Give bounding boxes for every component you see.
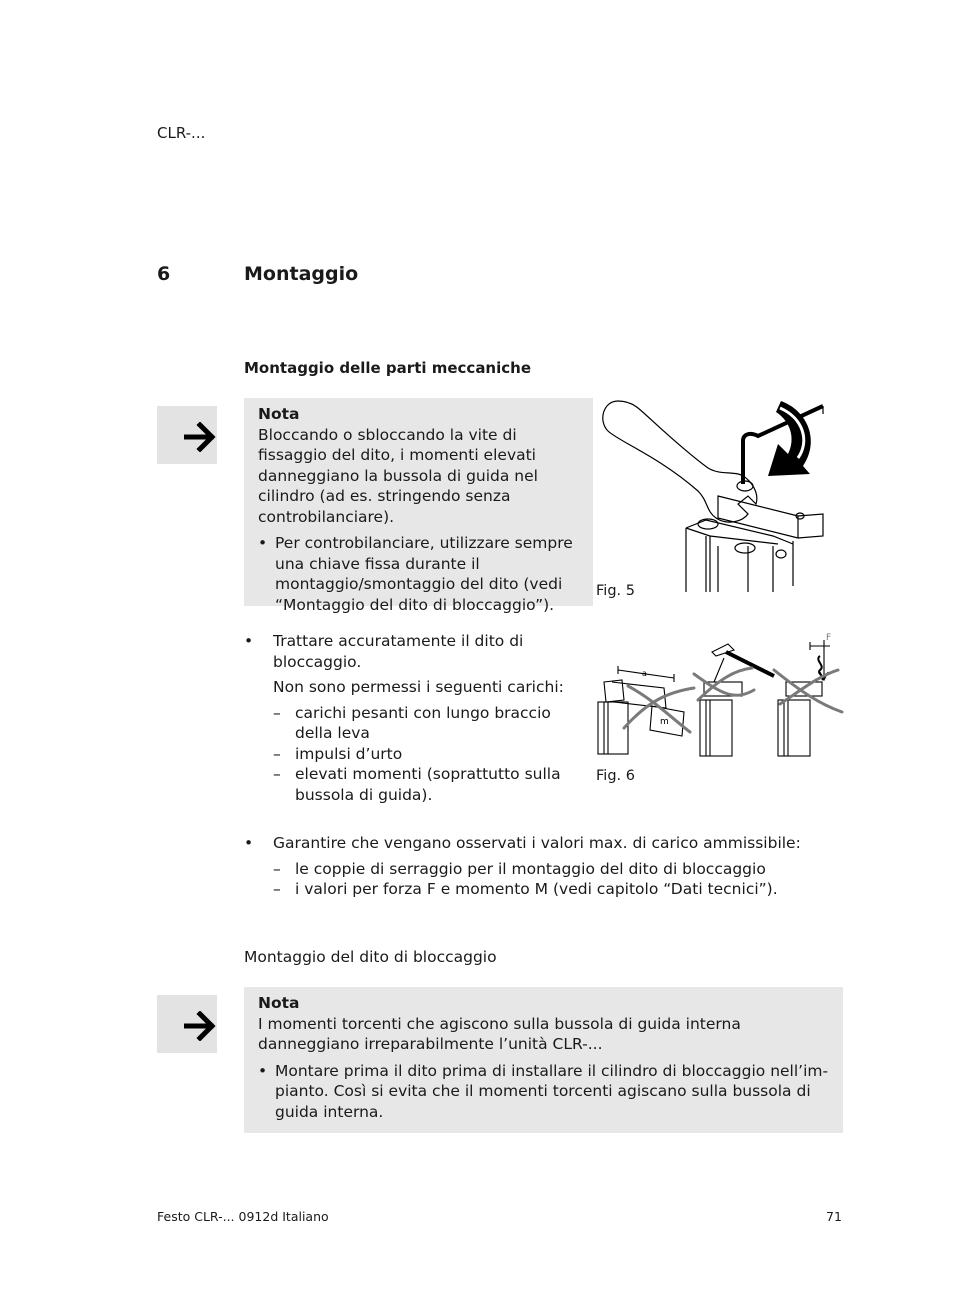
load-item: – elevati momenti (soprattutto sulla bussola di guida). — [273, 764, 584, 805]
section-number: 6 — [157, 263, 171, 285]
mechanical-assembly-heading: Montaggio delle parti meccaniche — [244, 359, 531, 377]
list-item-text: Garantire che vengano osservati i valori max. di carico ammissibile: — [273, 834, 801, 852]
note-list — [258, 533, 583, 615]
limits-sublist — [273, 859, 844, 900]
bullet-dot: • — [244, 632, 254, 650]
document-id: CLR-... — [157, 124, 206, 142]
bullet-dot: • — [244, 834, 254, 852]
load-list — [273, 703, 584, 806]
lever-length-label: a — [642, 669, 647, 678]
note-arrow-box — [157, 995, 217, 1053]
load-illustration — [594, 630, 844, 760]
limit-item: – le coppie di serraggio per il montaggio del dito di bloccaggio — [273, 859, 844, 880]
figure-6-label: Fig. 6 — [596, 768, 635, 784]
force-label: F — [826, 633, 832, 643]
note-list — [258, 1061, 833, 1123]
limits-list — [244, 833, 844, 900]
footer-doc-info: Festo CLR-... 0912d Italiano — [157, 1209, 329, 1224]
note-title: Nota — [258, 405, 300, 423]
note-arrow-box — [157, 406, 217, 464]
wrench-illustration — [598, 396, 830, 592]
note-box — [244, 398, 593, 614]
limit-item: – i valori per forza F e momento M (vedi capitolo “Dati tecnici”). — [273, 879, 844, 900]
finger-mounting-heading: Montaggio del dito di bloccaggio — [244, 948, 497, 966]
note-bullet: • Montare prima il dito prima di installare il cilindro di bloccaggio nell’impianto. Così si evita che il momenti torcenti agiscano sulla bussola di guida interna. — [258, 1061, 833, 1123]
page-number: 71 — [826, 1209, 842, 1224]
load-item: – carichi pesanti con lungo braccio della leva — [273, 703, 584, 744]
note-box — [244, 987, 843, 1133]
note-text: Bloccando o sbloccando la vite di fissaggio del dito, i momenti elevati danneggiano la bussola di guida nel cilindro (ad es. stringendo senza controbilanciare). — [258, 425, 538, 526]
arrow-right-icon — [184, 1011, 216, 1041]
mass-label: m — [660, 717, 669, 727]
list-item-text: Trattare accuratamente il dito di bloccaggio. — [273, 632, 524, 671]
list-item — [244, 833, 844, 900]
section-title: Montaggio — [244, 263, 359, 285]
list-subtext: Non sono permessi i seguenti carichi: — [273, 678, 564, 696]
note-title: Nota — [258, 994, 300, 1012]
note-text: I momenti torcenti che agiscono sulla bussola di guida interna danneggiano irreparabilmente l’unità CLR-... — [258, 1014, 741, 1053]
figure-5-label: Fig. 5 — [596, 583, 635, 599]
note-bullet: • Per controbilanciare, utilizzare sempre una chiave fissa durante il montaggio/smontaggio del dito (vedi “Montaggio del dito di bloccaggio”). — [258, 533, 583, 615]
arrow-right-icon — [184, 422, 216, 452]
list-item — [244, 631, 584, 805]
load-item: – impulsi d’urto — [273, 744, 584, 765]
handling-list — [244, 631, 584, 805]
